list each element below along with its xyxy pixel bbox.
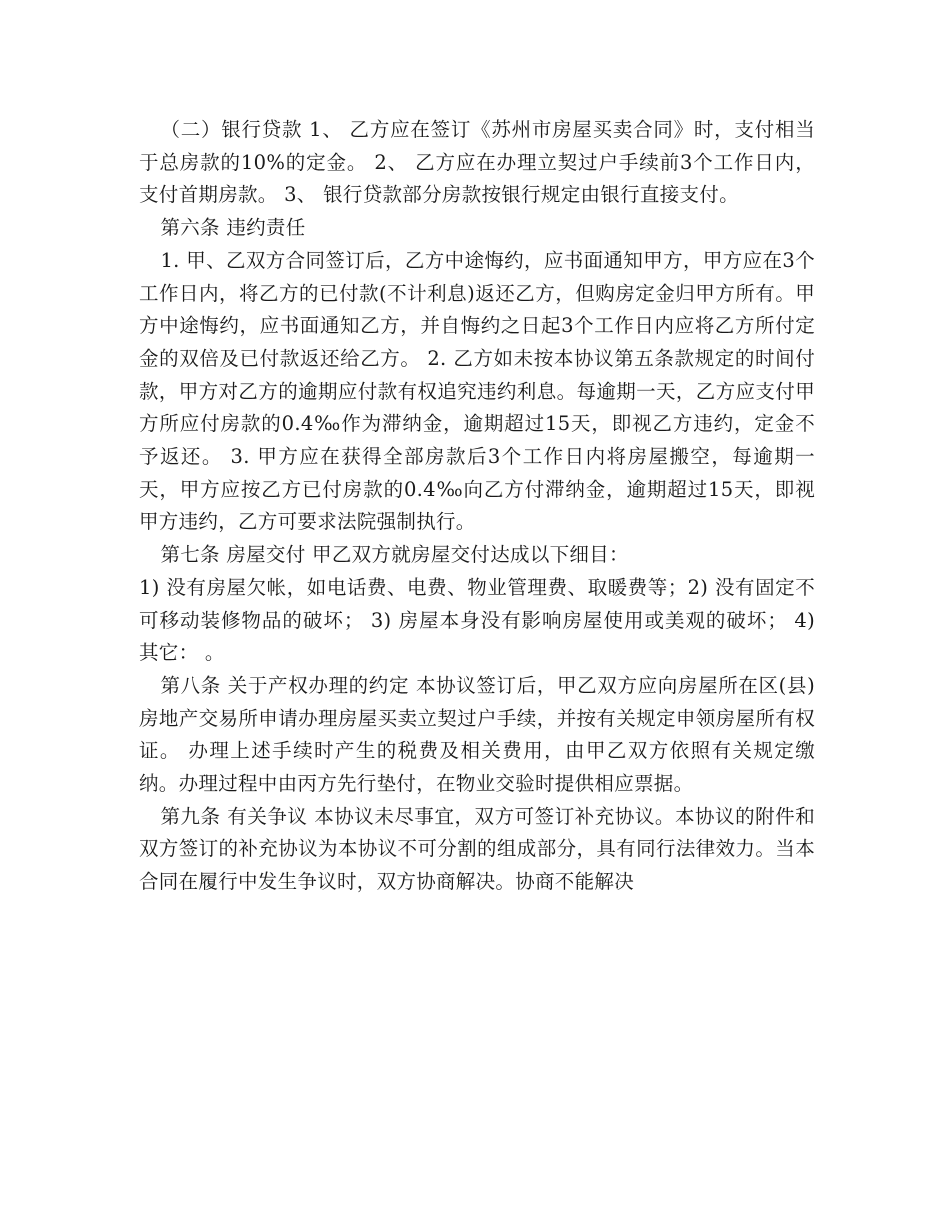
heading-article-7: 第七条 房屋交付 甲乙双方就房屋交付达成以下细目： xyxy=(160,543,629,567)
paragraph-bank-loan: （二）银行贷款 1、 乙方应在签订《苏州市房屋买卖合同》时，支付相当于总房款的10%的定金。 2、 乙方应在办理立契过户手续前3个工作日内，支付首期房款。 3、 银行贷款部分房款按银行规定由银行直接支付。 xyxy=(139,118,815,207)
paragraph-article-8: 第八条 关于产权办理的约定 本协议签订后，甲乙双方应向房屋所在区(县)房地产交易所申请办理房屋买卖立契过户手续，并按有关规定申领房屋所有权证。 办理上述手续时产生的税费及相关费用，由甲乙双方依照有关规定缴纳。办理过程中由丙方先行垫付，在物业交验时提供相应票据。 xyxy=(139,673,815,796)
paragraph-handover-items: 1) 没有房屋欠帐，如电话费、电费、物业管理费、取暖费等；2) 没有固定不可移动装修物品的破坏； 3) 房屋本身没有影响房屋使用或美观的破坏； 4) 其它： 。 xyxy=(139,575,815,665)
paragraph-breach-liability: 1. 甲、乙双方合同签订后，乙方中途悔约，应书面通知甲方，甲方应在3个工作日内，将乙方的已付款(不计利息)返还乙方，但购房定金归甲方所有。甲方中途悔约，应书面通知乙方，并自悔约之日起3个工作日内应将乙方所付定金的双倍及已付款返还给乙方。 2. 乙方如未按本协议第五条款规定的时间付款，甲方对乙方的逾期应付款有权追究违约利息。每逾期一天，乙方应支付甲方所应付房款的0.4‰作为滞纳金，逾期超过15天，即视乙方违约，定金不予返还。 3. 甲方应在获得全部房款后3个工作日内将房屋搬空，每逾期一天，甲方应按乙方已付房款的0.4‰向乙方付滞纳金，逾期超过15天，即视甲方违约，乙方可要求法院强制执行。 xyxy=(139,248,815,534)
paragraph-article-9: 第九条 有关争议 本协议未尽事宜，双方可签订补充协议。本协议的附件和双方签订的补充协议为本协议不可分割的组成部分，具有同行法律效力。当本合同在履行中发生争议时，双方协商解决。协商不能解决 xyxy=(139,804,815,894)
document-page xyxy=(139,114,815,899)
heading-article-6: 第六条 违约责任 xyxy=(160,216,306,240)
